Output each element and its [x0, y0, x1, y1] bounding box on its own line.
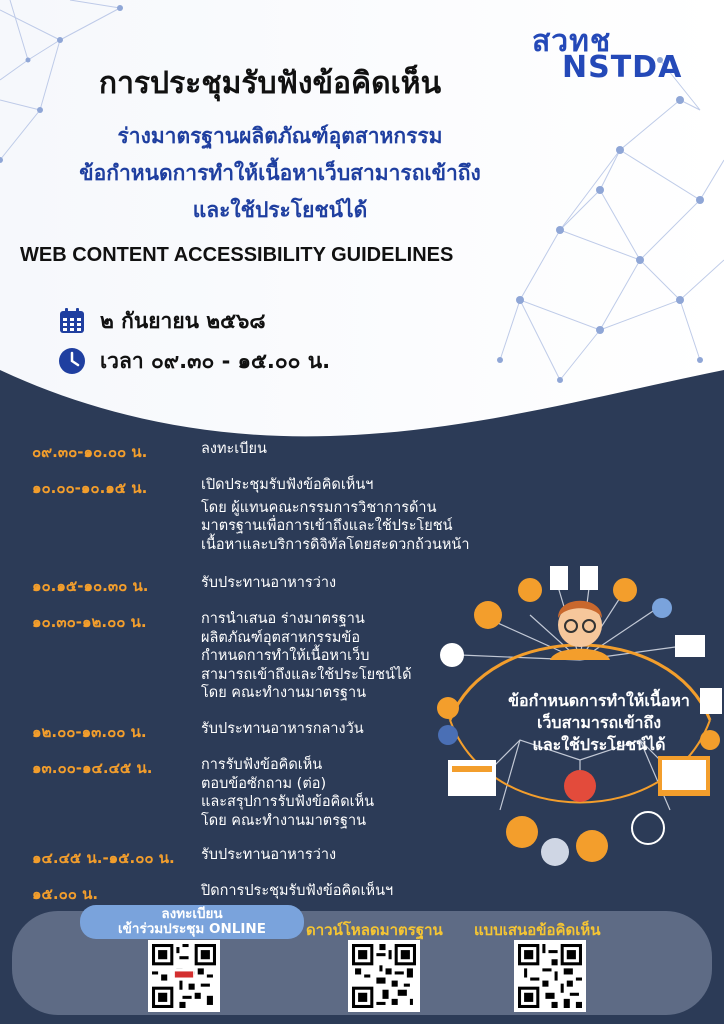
calendar-icon — [58, 307, 86, 335]
schedule-line: รับประทานอาหารว่าง — [201, 575, 337, 591]
caption-line: เว็บสามารถเข้าถึง — [536, 713, 662, 732]
time-text: เวลา ๐๙.๓๐ - ๑๕.๐๐ น. — [100, 348, 331, 373]
download-standard-label[interactable]: ดาวน์โหลดมาตรฐาน — [306, 921, 443, 939]
subtitle-line: ข้อกำหนดการทำให้เนื้อหาเว็บสามารถเข้าถึง — [79, 161, 481, 185]
register-label[interactable] — [80, 905, 304, 939]
qr-code-icon — [518, 944, 582, 1008]
caption-line: และใช้ประโยชน์ได้ — [532, 735, 666, 754]
subtitle — [20, 118, 540, 229]
qr-code-icon — [352, 944, 416, 1008]
schedule-line: เปิดประชุมรับฟังข้อคิดเห็นฯ — [201, 477, 374, 493]
schedule-line: มาตรฐานเพื่อการเข้าถึงและใช้ประโยชน์ — [201, 518, 453, 534]
schedule-line: ตอบข้อซักถาม (ต่อ) — [201, 775, 327, 792]
schedule-line: ปิดการประชุมรับฟังข้อคิดเห็นฯ — [201, 883, 394, 899]
download-qr-code[interactable] — [348, 940, 420, 1012]
schedule-time: ๐๙.๓๐-๑๐.๐๐ น. — [32, 443, 148, 461]
schedule-time: ๑๐.๓๐-๑๒.๐๐ น. — [32, 613, 147, 631]
schedule-line: โดย คณะทำงานมาตรฐาน — [201, 812, 367, 829]
schedule-description — [201, 476, 501, 554]
schedule-line: โดย ผู้แทนคณะกรรมการวิชาการด้าน — [201, 499, 437, 516]
register-qr-code[interactable] — [148, 940, 220, 1012]
schedule-time: ๑๐.๑๕-๑๐.๓๐ น. — [32, 577, 149, 595]
schedule-line: และสรุปการรับฟังข้อคิดเห็น — [201, 794, 375, 810]
subtitle-line: และใช้ประโยชน์ได้ — [192, 198, 368, 222]
schedule-time: ๑๓.๐๐-๑๔.๔๕ น. — [32, 759, 153, 777]
schedule-line: เนื้อหาและบริการดิจิทัลโดยสะดวกถ้วนหน้า — [201, 536, 470, 553]
schedule-line: การนำเสนอ ร่างมาตรฐาน — [201, 611, 365, 627]
schedule-line: การรับฟังข้อคิดเห็น — [201, 757, 323, 773]
schedule-line: กำหนดการทำให้เนื้อหาเว็บ — [201, 648, 370, 664]
register-line: เข้าร่วมประชุม ONLINE — [118, 921, 266, 937]
schedule-line: สามารถเข้าถึงและใช้ประโยชน์ได้ — [201, 666, 412, 683]
schedule-time: ๑๕.๐๐ น. — [32, 885, 99, 903]
illustration-caption — [474, 690, 724, 756]
schedule-description — [201, 440, 501, 459]
event-time — [58, 346, 330, 376]
schedule-line: รับประทานอาหารกลางวัน — [201, 721, 364, 737]
event-date — [58, 306, 266, 336]
register-line: ลงทะเบียน — [161, 906, 223, 922]
english-title: WEB CONTENT ACCESSIBILITY GUIDELINES — [20, 244, 454, 266]
feedback-form-label[interactable]: แบบเสนอข้อคิดเห็น — [474, 921, 601, 939]
schedule-line: รับประทานอาหารว่าง — [201, 847, 337, 863]
schedule-line: ลงทะเบียน — [201, 441, 267, 457]
feedback-qr-code[interactable] — [514, 940, 586, 1012]
schedule-time: ๑๐.๐๐-๑๐.๑๕ น. — [32, 479, 148, 497]
qr-code-icon — [152, 944, 216, 1008]
date-text: ๒ กันยายน ๒๕๖๘ — [100, 308, 266, 333]
nstda-logo — [532, 14, 718, 84]
schedule-line: โดย คณะทำงานมาตรฐาน — [201, 685, 367, 701]
clock-icon — [58, 347, 86, 375]
caption-line: ข้อกำหนดการทำให้เนื้อหา — [508, 691, 690, 710]
subtitle-line: ร่างมาตรฐานผลิตภัณฑ์อุตสาหกรรม — [117, 124, 443, 148]
logo-thai-text: สวทช — [532, 24, 612, 59]
schedule-line: ผลิตภัณฑ์อุตสาหกรรมข้อ — [201, 629, 361, 646]
logo-english-text: NSTDA — [562, 50, 683, 85]
schedule-time: ๑๔.๔๕ น.-๑๕.๐๐ น. — [32, 849, 175, 867]
schedule-time: ๑๒.๐๐-๑๓.๐๐ น. — [32, 723, 147, 741]
page-title: การประชุมรับฟังข้อคิดเห็น — [98, 66, 442, 101]
